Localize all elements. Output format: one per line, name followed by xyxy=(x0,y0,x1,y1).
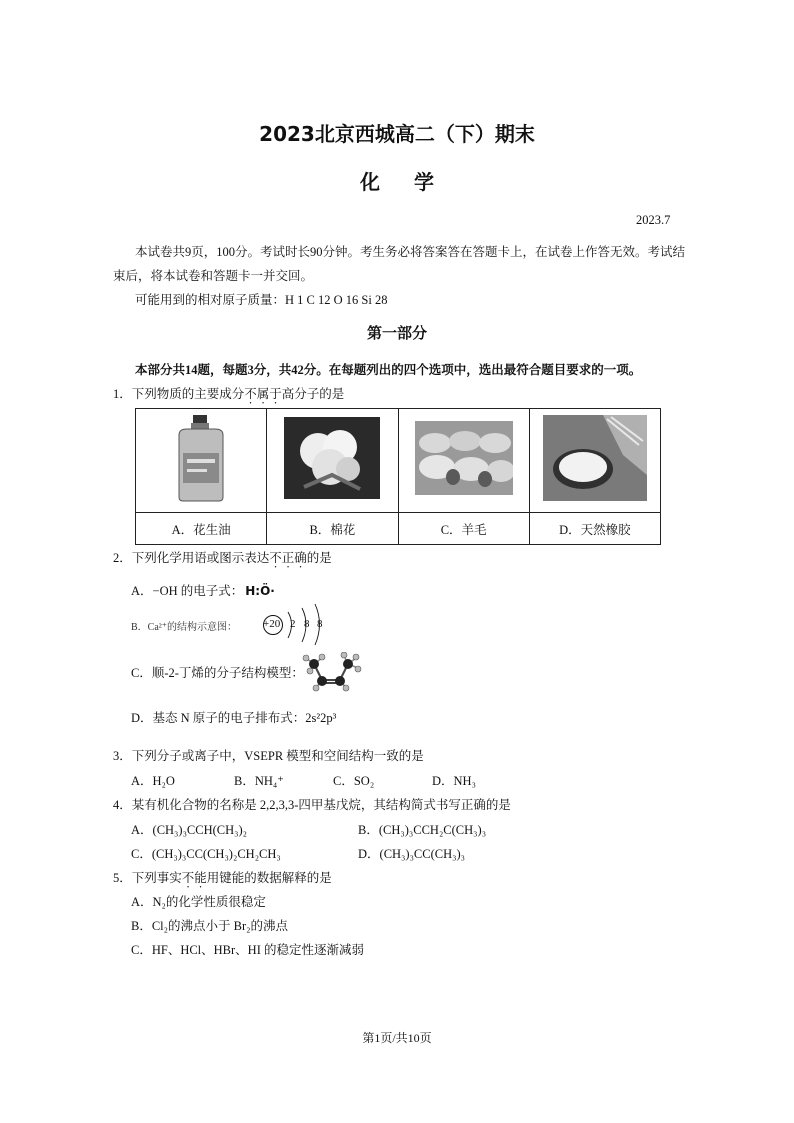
q2-stem-post: 的是 xyxy=(306,551,332,565)
question-1-stem xyxy=(113,384,344,407)
cis-2-butene-ball-stick-model xyxy=(300,652,364,692)
q3-option-b: B．NH₄⁺ xyxy=(234,774,284,788)
option-b-label: B．棉花 xyxy=(267,513,398,545)
calcium-ion-structure-diagram xyxy=(262,602,326,646)
intro-line-2: 束后，将本试卷和答题卡一并交回。 xyxy=(113,269,314,283)
sheep-image xyxy=(415,421,513,495)
q2-option-b-label: B．Ca²⁺的结构示意图： xyxy=(131,622,238,633)
rubber-latex-image xyxy=(543,415,647,501)
question-2-stem xyxy=(113,548,332,571)
option-d-image-cell xyxy=(529,409,660,513)
shell-1-count: 2 xyxy=(290,618,296,630)
q1-stem-emphasis: 不属于 xyxy=(244,387,282,401)
option-a-image-cell xyxy=(136,409,267,513)
q2-option-d: D．基态 N 原子的电子排布式：2s²2p³ xyxy=(131,711,337,725)
question-1-options-table xyxy=(135,408,661,545)
intro-line-1: 本试卷共9页，100分。考试时长90分钟。考生务必将答案答在答题卡上，在试卷上作答无效。考试结 xyxy=(135,245,686,259)
q5-stem-pre: 5．下列事实 xyxy=(113,871,182,885)
q5-option-a: A．N₂的化学性质很稳定 xyxy=(131,895,266,909)
page-number: 第1页/共10页 xyxy=(362,1031,432,1045)
part1-instruction: 本部分共14题，每题3分，共42分。在每题列出的四个选项中，选出最符合题目要求的一项。 xyxy=(135,363,642,377)
hydroxyl-electron-formula: H:Ö· xyxy=(245,584,275,598)
option-a-label: A．花生油 xyxy=(136,513,267,545)
q5-stem-post: 用键能的数据解释的是 xyxy=(206,871,332,885)
option-c-label: C．羊毛 xyxy=(398,513,529,545)
shell-3-count: 8 xyxy=(317,618,323,630)
q2-stem-emphasis: 不正确 xyxy=(269,551,307,565)
cotton-image xyxy=(284,417,380,499)
part1-heading: 第一部分 xyxy=(366,324,427,342)
q4-option-c: C．(CH₃)₃CC(CH₃)₂CH₂CH₃ xyxy=(131,847,281,861)
q5-option-b: B．Cl₂的沸点小于 Br₂的沸点 xyxy=(131,919,288,933)
q4-option-d: D．(CH₃)₃CC(CH₃)₃ xyxy=(358,847,466,861)
option-d-label: D．天然橡胶 xyxy=(529,513,660,545)
q4-option-b: B．(CH₃)₃CCH₂C(CH₃)₃ xyxy=(358,823,487,837)
q3-option-a: A．H₂O xyxy=(131,774,175,788)
q5-option-c: C．HF、HCl、HBr、HI 的稳定性逐渐减弱 xyxy=(131,943,364,957)
q2-option-a-label: A．−OH 的电子式： xyxy=(131,584,244,598)
q1-stem-pre: 1．下列物质的主要成分 xyxy=(113,387,245,401)
q1-stem-post: 高分子的是 xyxy=(281,387,345,401)
oil-bottle-image xyxy=(171,413,231,503)
q5-stem-emphasis: 不能 xyxy=(181,871,207,885)
q3-option-d: D．NH₃ xyxy=(432,774,476,788)
question-4-stem: 4．某有机化合物的名称是 2,2,3,3-四甲基戊烷，其结构简式书写正确的是 xyxy=(113,798,511,812)
q3-option-c: C．SO₂ xyxy=(333,774,375,788)
q2-stem-pre: 2．下列化学用语或图示表达 xyxy=(113,551,270,565)
atomic-mass-line: 可能用到的相对原子质量：H 1 C 12 O 16 Si 28 xyxy=(135,293,388,307)
page-title: 2023北京西城高二（下）期末 xyxy=(259,122,535,146)
nucleus-charge: +20 xyxy=(263,618,281,630)
exam-date: 2023.7 xyxy=(636,213,671,227)
q4-option-a: A．(CH₃)₃CCH(CH₃)₂ xyxy=(131,823,248,837)
option-c-image-cell xyxy=(398,409,529,513)
q2-option-c-label: C．顺-2-丁烯的分子结构模型： xyxy=(131,666,304,680)
option-b-image-cell xyxy=(267,409,398,513)
question-3-stem: 3．下列分子或离子中，VSEPR 模型和空间结构一致的是 xyxy=(113,749,424,763)
question-5-stem xyxy=(113,868,332,891)
shell-2-count: 8 xyxy=(304,618,310,630)
subject-title: 化学 xyxy=(360,170,468,194)
q2-option-a xyxy=(131,581,275,599)
